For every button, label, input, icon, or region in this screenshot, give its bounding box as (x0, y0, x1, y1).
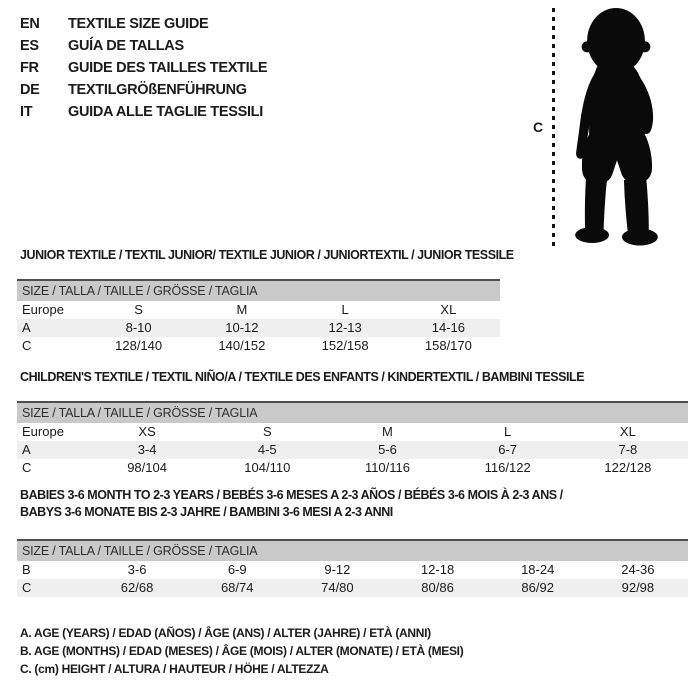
table-size-header: SIZE / TALLA / TAILLE / GRÖSSE / TAGLIA (17, 402, 688, 423)
size-cell: 128/140 (115, 338, 163, 353)
section-title (20, 487, 688, 521)
size-cell: 12-18 (420, 562, 455, 577)
size-cell: 10-12 (190, 319, 293, 337)
language-code: DE (20, 82, 40, 98)
toddler-silhouette-icon (561, 5, 671, 248)
section-title-line: BABYS 3-6 MONATE BIS 2-3 JAHRE / BAMBINI 3-6 MESI A 2-3 ANNI (20, 505, 393, 519)
size-cell: 140/152 (218, 338, 266, 353)
size-cell: 110/116 (364, 460, 410, 475)
row-label: B (22, 562, 31, 577)
size-cell: 74/80 (287, 579, 387, 597)
table-size-header: SIZE / TALLA / TAILLE / GRÖSSE / TAGLIA (17, 280, 500, 301)
size-cell: 104/110 (244, 460, 291, 475)
section-title-line: JUNIOR TEXTILE / TEXTIL JUNIOR/ TEXTILE JUNIOR / JUNIORTEXTIL / JUNIOR TESSILE (20, 248, 514, 262)
footnote-line: A. AGE (YEARS) / EDAD (AÑOS) / ÂGE (ANS) / ALTER (JAHRE) / ETÀ (ANNI) (20, 626, 431, 640)
size-cell: 18-24 (521, 562, 555, 577)
size-section-babies (17, 487, 688, 597)
height-figure (525, 5, 685, 250)
size-cell: M (382, 424, 393, 439)
row-label: Europe (22, 424, 64, 439)
size-cell: 3-4 (87, 441, 207, 459)
language-row (20, 79, 267, 101)
size-section-children (17, 369, 688, 477)
size-cell: 68/74 (187, 579, 287, 597)
size-cell: L (504, 424, 512, 439)
row-label: C (17, 579, 87, 597)
language-row (20, 13, 267, 35)
size-cell: L (341, 302, 349, 317)
size-cell: 80/86 (387, 579, 487, 597)
size-cell: 9-12 (324, 562, 351, 577)
table-row (17, 319, 500, 337)
table-row (17, 459, 688, 477)
language-title-list (20, 13, 267, 123)
size-cell: 8-10 (87, 319, 190, 337)
size-cell: 86/92 (488, 579, 588, 597)
table-row (17, 301, 500, 319)
language-row (20, 35, 267, 57)
size-cell: S (134, 302, 143, 317)
size-cell: XS (138, 424, 156, 439)
row-label: Europe (22, 302, 64, 317)
row-label: A (17, 441, 87, 459)
section-title (20, 369, 688, 386)
size-cell: 6-9 (227, 562, 247, 577)
size-cell: 5-6 (327, 441, 447, 459)
size-cell: XL (619, 424, 636, 439)
table-size-header: SIZE / TALLA / TAILLE / GRÖSSE / TAGLIA (17, 540, 688, 561)
language-code: EN (20, 16, 40, 32)
size-section-junior (17, 247, 514, 355)
footnotes (20, 624, 463, 678)
size-cell: 152/158 (321, 338, 369, 353)
row-label: C (22, 460, 32, 475)
row-label: A (17, 319, 87, 337)
size-cell: M (236, 302, 248, 317)
size-cell: S (262, 424, 272, 439)
size-cell: XL (440, 302, 457, 317)
section-title (20, 247, 514, 264)
footnote-line: B. AGE (MONTHS) / EDAD (MESES) / ÂGE (MOIS) / ALTER (MONATE) / ETÀ (MESI) (20, 644, 464, 658)
height-measure-label: C (533, 119, 544, 135)
language-code: IT (20, 104, 33, 120)
table-row (17, 441, 688, 459)
language-row (20, 101, 267, 123)
language-title: TEXTILGRÖßENFÜHRUNG (68, 82, 247, 98)
size-cell: 62/68 (87, 579, 187, 597)
section-title-line: BABIES 3-6 MONTH TO 2-3 YEARS / BEBÉS 3-6 MESES A 2-3 AÑOS / BÉBÉS 3-6 MOIS À 2-3 ANS / (20, 488, 563, 502)
size-cell: 14-16 (397, 319, 500, 337)
size-cell: 122/128 (604, 460, 652, 475)
language-code: ES (20, 38, 39, 54)
language-row (20, 57, 267, 79)
row-label: C (22, 338, 32, 353)
height-dotted-line (552, 8, 555, 248)
size-cell: 98/104 (127, 460, 167, 475)
size-cell: 92/98 (588, 579, 688, 597)
table-row (17, 561, 688, 579)
size-cell: 158/170 (424, 338, 472, 353)
size-cell: 4-5 (207, 441, 327, 459)
table-header-row (17, 540, 688, 561)
footnote-line: C. (cm) HEIGHT / ALTURA / HAUTEUR / HÖHE / ALTEZZA (20, 662, 329, 676)
size-table (17, 401, 688, 477)
size-cell: 6-7 (448, 441, 568, 459)
language-title: TEXTILE SIZE GUIDE (68, 16, 209, 32)
language-code: FR (20, 60, 39, 76)
size-cell: 12-13 (294, 319, 397, 337)
language-title: GUIDA ALLE TAGLIE TESSILI (68, 104, 263, 120)
table-row (17, 337, 500, 355)
table-row (17, 579, 688, 597)
table-header-row (17, 402, 688, 423)
language-title: GUIDE DES TAILLES TEXTILE (68, 60, 268, 76)
size-cell: 3-6 (127, 562, 147, 577)
size-cell: 116/122 (484, 460, 531, 475)
table-header-row (17, 280, 500, 301)
language-title: GUÍA DE TALLAS (68, 38, 184, 54)
size-cell: 7-8 (568, 441, 688, 459)
table-row (17, 423, 688, 441)
section-title-line: CHILDREN'S TEXTILE / TEXTIL NIÑO/A / TEXTILE DES ENFANTS / KINDERTEXTIL / BAMBINI TESSILE (20, 370, 585, 384)
size-table (17, 279, 500, 355)
size-cell: 24-36 (621, 562, 655, 577)
size-table (17, 539, 688, 597)
